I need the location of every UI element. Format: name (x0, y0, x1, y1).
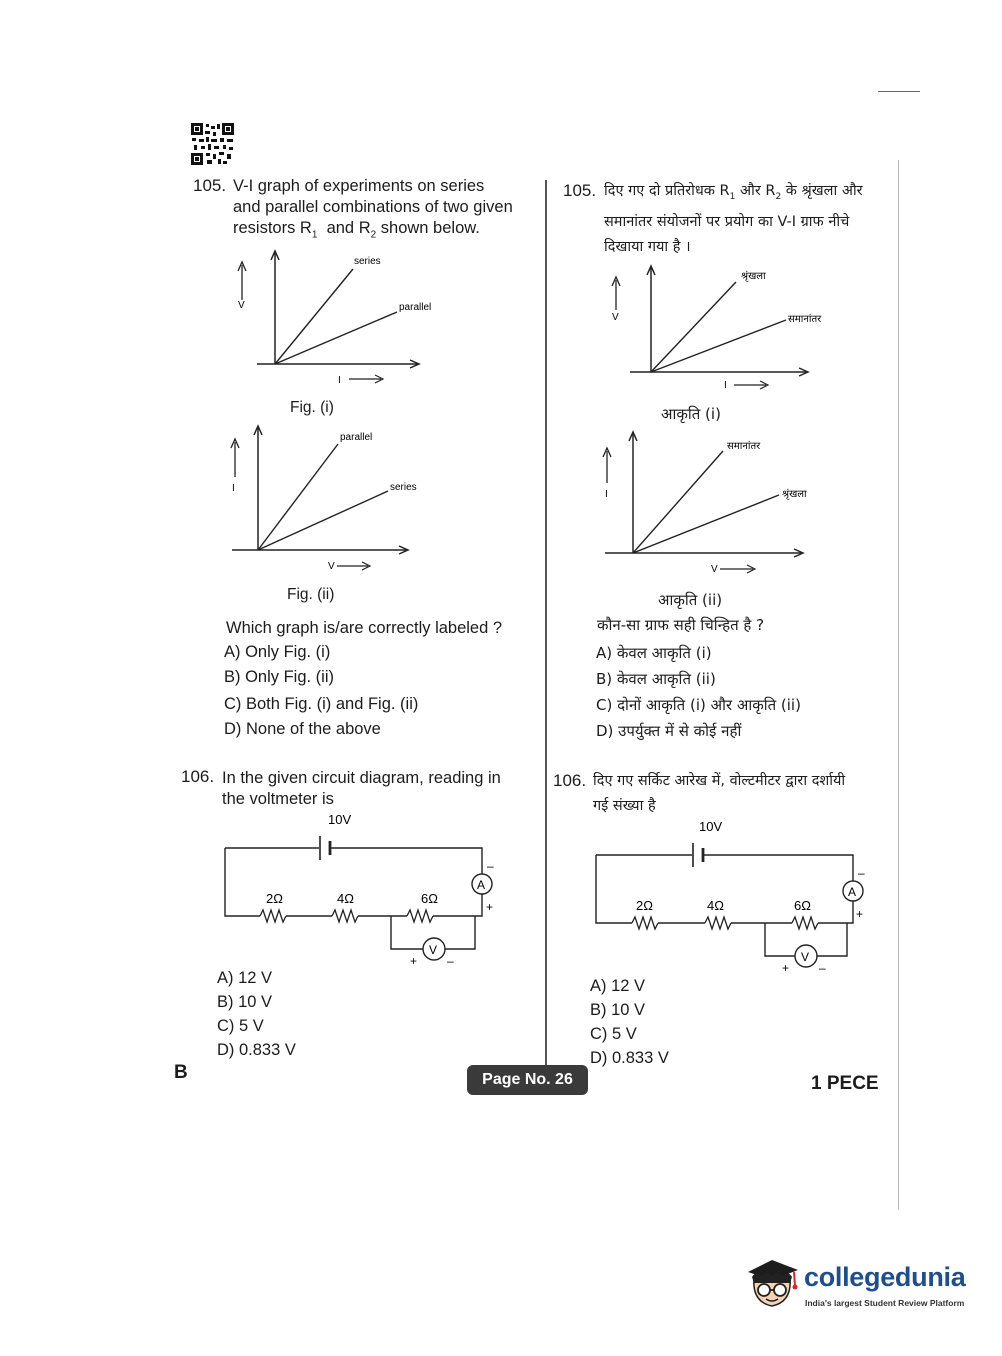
q105-hi-option-a[interactable]: A) केवल आकृति (i) (596, 644, 712, 662)
fig1-hi-bottom-label: समानांतर (788, 314, 822, 325)
circuit-hi-ammeter-plus: + (856, 907, 864, 921)
q105-hi-number: 105. (563, 181, 597, 200)
circuit-hi-r2-label: 4Ω (707, 898, 724, 913)
circuit-en-r2-label: 4Ω (337, 891, 354, 906)
circuit-en-battery-label: 10V (328, 812, 352, 827)
circuit-en-ammeter-label: A (477, 878, 486, 892)
q105-option-a[interactable]: A) Only Fig. (i) (224, 643, 331, 661)
brand-tagline: India's largest Student Review Platform (805, 1298, 965, 1308)
q105-hi-line-1b: और R (735, 183, 776, 199)
fig2-hi-graph (595, 425, 835, 580)
q105-number: 105. (193, 176, 227, 195)
circuit-hi-ammeter-minus: – (858, 866, 865, 880)
fig1-en-xlabel: I (338, 375, 341, 386)
circuit-hi-r1-label: 2Ω (636, 898, 653, 913)
circuit-hi-voltmeter-plus: + (782, 961, 790, 975)
q105-hi-option-b[interactable]: B) केवल आकृति (ii) (596, 670, 716, 688)
column-divider (545, 180, 547, 1085)
circuit-hi-voltmeter-label: V (801, 950, 810, 964)
q106-options (217, 966, 296, 1062)
q105-r-label: resistors R (233, 219, 312, 237)
fig1-en-ylabel: V (238, 300, 245, 311)
fig2-en-top-label: parallel (340, 432, 373, 443)
q105-option-d[interactable]: D) None of the above (224, 720, 381, 738)
q106-hi-line-2: गई संख्या है (593, 798, 656, 814)
fig2-hi-ylabel: I (605, 489, 608, 500)
q106-hi-number: 106. (553, 771, 587, 790)
fig2-hi-xlabel: V (711, 564, 718, 575)
q106-hi-line-1: दिए गए सर्किट आरेख में, वोल्टमीटर द्वारा दर्शायी (593, 773, 846, 789)
paper-code: 1 PECE (811, 1073, 879, 1094)
q105-line-2: and parallel combinations of two given (233, 198, 513, 216)
circuit-en-voltmeter-plus: + (410, 954, 418, 968)
q106-hi-option-c[interactable]: C) 5 V (590, 1025, 637, 1043)
circuit-en-ammeter-minus: – (487, 859, 494, 873)
circuit-hi-voltmeter-minus: – (819, 961, 826, 975)
q105-line-1: V-I graph of experiments on series (233, 177, 485, 195)
fig2-hi-caption: आकृति (ii) (658, 591, 723, 609)
q106-text (222, 768, 532, 810)
fig1-en-bottom-label: parallel (399, 302, 432, 313)
fig1-en-caption: Fig. (i) (290, 399, 334, 416)
collegedunia-logo-icon (742, 1250, 804, 1312)
fig1-hi-xlabel: I (724, 380, 727, 391)
q105-hi-line-1c: के श्रृंखला और (781, 183, 863, 199)
q105-hi-line-2: समानांतर संयोजनों पर प्रयोग का V-I ग्राफ नीचे (604, 213, 850, 230)
fig2-en-xlabel: V (328, 561, 335, 572)
qr-code-icon (191, 123, 234, 165)
circuit-hi-ammeter-label: A (848, 885, 857, 899)
fig2-hi-top-label: समानांतर (727, 441, 761, 452)
q105-hi-option-d[interactable]: D) उपर्युक्त में से कोई नहीं (596, 722, 742, 740)
q105-shown: shown below. (380, 219, 480, 237)
q106-option-a[interactable]: A) 12 V (217, 969, 273, 987)
circuit-en-r1-label: 2Ω (266, 891, 283, 906)
q105-hi-option-c[interactable]: C) दोनों आकृति (i) और आकृति (ii) (596, 696, 801, 714)
q106-line-1: In the given circuit diagram, reading in (222, 769, 501, 787)
circuit-hi-battery-label: 10V (699, 819, 723, 834)
fig1-hi-ylabel: V (612, 312, 619, 323)
q105-hi-line-1a: दिए गए दो प्रतिरोधक R (604, 183, 730, 199)
q106-line-2: the voltmeter is (222, 790, 334, 808)
q106-number: 106. (181, 767, 215, 786)
q106-hi-option-d[interactable]: D) 0.833 V (590, 1049, 669, 1067)
q105-hi-text (604, 179, 894, 260)
page-number-badge: Page No. 26 (467, 1065, 588, 1095)
q105-hi-line-3: दिखाया गया है । (604, 238, 691, 255)
q105-r2-sub: 2 (370, 229, 377, 241)
fig1-en-top-label: series (354, 256, 381, 267)
q105-r1-sub: 1 (311, 229, 318, 241)
q106-option-c[interactable]: C) 5 V (217, 1017, 264, 1035)
circuit-en-voltmeter-minus: – (447, 954, 454, 968)
right-margin-line (898, 160, 899, 1210)
q105-line-3 (233, 218, 538, 245)
q106-option-d[interactable]: D) 0.833 V (217, 1041, 296, 1059)
q105-option-c[interactable]: C) Both Fig. (i) and Fig. (ii) (224, 695, 419, 713)
q105-options (224, 640, 418, 742)
circuit-en-ammeter-plus: + (486, 900, 494, 914)
q105-hi-question: कौन-सा ग्राफ सही चिन्हित है ? (597, 616, 765, 634)
set-code: B (174, 1062, 188, 1083)
q105-hi-options (596, 640, 801, 744)
q105-option-b[interactable]: B) Only Fig. (ii) (224, 668, 335, 686)
circuit-en-voltmeter-label: V (429, 943, 438, 957)
q105-text (233, 176, 538, 245)
q106-option-b[interactable]: B) 10 V (217, 993, 273, 1011)
fig2-hi-bottom-label: श्रृंखला (782, 489, 807, 500)
q105-hi-line-1 (604, 179, 894, 210)
q105-and-r: and R (326, 219, 371, 237)
circuit-hi-r3-label: 6Ω (794, 898, 811, 913)
q106-hi-options (590, 974, 669, 1070)
q105-question: Which graph is/are correctly labeled ? (226, 619, 503, 637)
circuit-en (215, 808, 515, 968)
brand-name: collegedunia (804, 1262, 966, 1292)
fig1-hi-graph (600, 258, 840, 408)
q106-hi-option-a[interactable]: A) 12 V (590, 977, 646, 995)
q106-hi-text (593, 769, 893, 819)
fig1-en-graph (225, 245, 455, 395)
q106-hi-option-b[interactable]: B) 10 V (590, 1001, 646, 1019)
fig2-en-bottom-label: series (390, 482, 417, 493)
fig2-en-ylabel: I (232, 483, 235, 494)
circuit-en-r3-label: 6Ω (421, 891, 438, 906)
top-rule (878, 91, 920, 92)
circuit-hi (588, 815, 878, 975)
q105-hi-sub1: 1 (729, 191, 736, 202)
fig2-en-graph (220, 420, 450, 575)
q105-hi-sub2: 2 (775, 191, 782, 202)
fig2-en-caption: Fig. (ii) (287, 586, 335, 603)
fig1-hi-caption: आकृति (i) (661, 405, 721, 423)
fig1-hi-top-label: श्रृंखला (741, 271, 766, 282)
